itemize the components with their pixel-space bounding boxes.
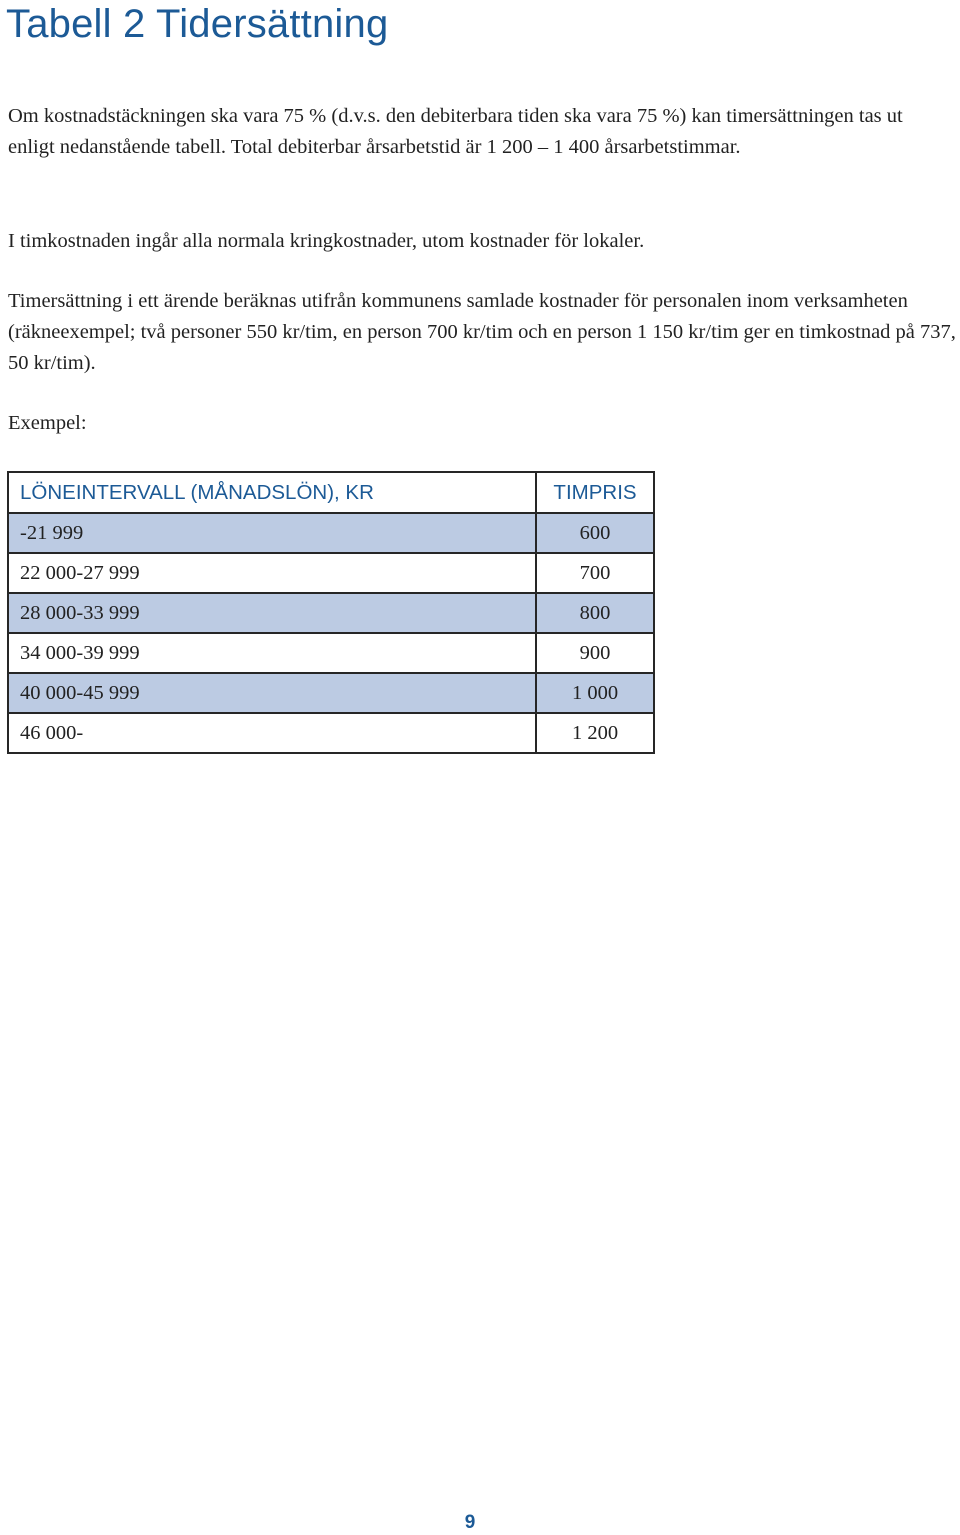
salary-interval-cell: -21 999 [8, 513, 536, 553]
header-salary-interval: LÖNEINTERVALL (MÅNADSLÖN), KR [8, 472, 536, 513]
hourly-rate-cell: 1 200 [536, 713, 654, 753]
table-row [8, 673, 654, 713]
salary-interval-cell: 34 000-39 999 [8, 633, 536, 673]
table-row [8, 713, 654, 753]
rate-table [7, 471, 655, 754]
table-row [8, 593, 654, 633]
hourly-rate-cell: 600 [536, 513, 654, 553]
table-row [8, 513, 654, 553]
paragraph-example-label: Exempel: [8, 412, 87, 434]
page-number: 9 [464, 1512, 476, 1533]
salary-interval-cell: 28 000-33 999 [8, 593, 536, 633]
hourly-rate-cell: 700 [536, 553, 654, 593]
salary-interval-cell: 22 000-27 999 [8, 553, 536, 593]
salary-interval-cell: 40 000-45 999 [8, 673, 536, 713]
table-row [8, 633, 654, 673]
paragraph-overhead: I timkostnaden ingår alla normala kringkostnader, utom kostnader för lokaler. [8, 230, 645, 252]
hourly-rate-cell: 800 [536, 593, 654, 633]
table-row [8, 553, 654, 593]
hourly-rate-cell: 1 000 [536, 673, 654, 713]
paragraph-cost-coverage: Om kostnadstäckningen ska vara 75 % (d.v.s. den debiterbara tiden ska vara 75 %) kan timersättningen tas ut enligt nedanstående tabell. Total debiterbar årsarbetstid är 1 200 – 1 400 årsarbetstimmar. [8, 105, 903, 158]
page-title: Tabell 2 Tidersättning [6, 2, 389, 46]
table-header-row [8, 472, 654, 513]
salary-interval-cell: 46 000- [8, 713, 536, 753]
paragraph-calculation: Timersättning i ett ärende beräknas utifrån kommunens samlade kostnader för personalen inom verksamheten (räkneexempel; två personer 550 kr/tim, en person 700 kr/tim och en person 1 150 kr/tim ger en timkostnad på 737, 50 kr/tim). [8, 290, 956, 374]
hourly-rate-cell: 900 [536, 633, 654, 673]
header-hourly-rate: TIMPRIS [536, 472, 654, 513]
